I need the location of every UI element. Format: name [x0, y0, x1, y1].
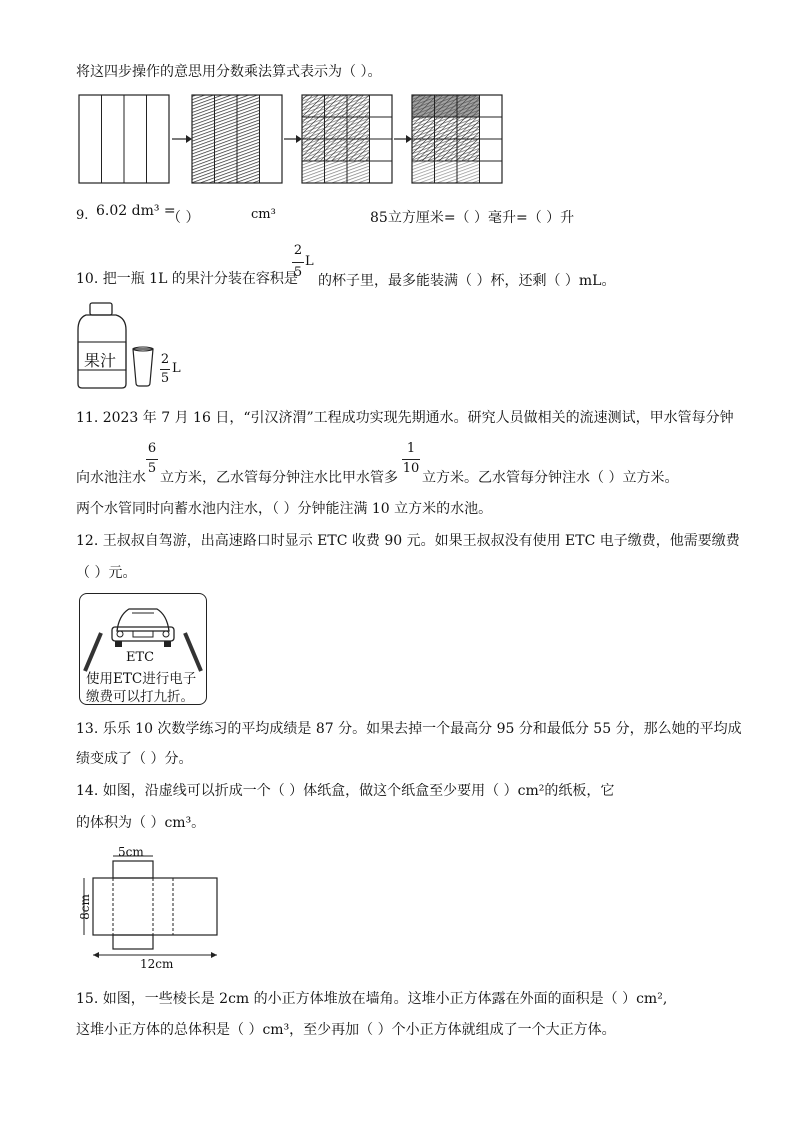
- step1-rectangle: [79, 95, 169, 183]
- arrow-1-icon: [172, 135, 192, 143]
- q14-line2: 的体积为（ ）cm³。: [76, 815, 206, 831]
- box-net-diagram: [76, 842, 236, 972]
- q9-number: 9.: [76, 208, 89, 223]
- cup-frac-num: 2: [160, 352, 170, 367]
- dim-5cm: 5cm: [118, 845, 144, 859]
- q10-frac-num: 2: [293, 243, 303, 258]
- q12-line2: （ ）元。: [76, 565, 137, 581]
- cup-frac-unit: L: [172, 361, 181, 376]
- q9-blank1: （ ）: [167, 210, 200, 226]
- arrow-3-icon: [394, 135, 412, 143]
- etc-line1: 使用ETC进行电子: [86, 671, 197, 687]
- q15-line1: 15. 如图，一些棱长是 2cm 的小正方体堆放在墙角。这堆小正方体露在外面的面积是（ ）cm²,: [76, 991, 668, 1007]
- q10-frac-unit: L: [305, 254, 314, 269]
- step2-rectangle: [192, 95, 282, 183]
- q9-unit1: cm³: [251, 207, 276, 222]
- q11-frac1-num: 6: [147, 441, 157, 456]
- fraction-steps-diagram: [0, 0, 794, 200]
- car-icon: [79, 593, 207, 653]
- q10-text-b: 的杯子里，最多能装满（ ）杯，还剩（ ）mL。: [318, 273, 616, 289]
- q13-line2: 绩变成了（ ）分。: [76, 751, 193, 767]
- q10-text-a: 10. 把一瓶 1L 的果汁分装在容积是: [76, 271, 298, 287]
- q11-line2-a: 向水池注水: [76, 470, 146, 486]
- dim-12cm: 12cm: [140, 957, 174, 971]
- q11-line1: 11. 2023 年 7 月 16 日，“引汉济渭”工程成功实现先期通水。研究人员做相关的流速测试，甲水管每分钟: [76, 410, 734, 426]
- q14-line1: 14. 如图，沿虚线可以折成一个（ ）体纸盒，做这个纸盒至少要用（ ）cm²的纸板，它: [76, 783, 615, 799]
- step3-rectangle: [302, 95, 392, 183]
- q9-expression: 6.02 dm³ =: [96, 203, 176, 219]
- instruction-text: 将这四步操作的意思用分数乘法算式表示为（ ）。: [76, 64, 382, 80]
- q11-frac2-num: 1: [406, 441, 416, 456]
- step4-rectangle: [412, 95, 502, 183]
- etc-sign: [79, 593, 207, 705]
- q11-line2-b: 立方米，乙水管每分钟注水比甲水管多: [160, 470, 398, 486]
- q11-line2-c: 立方米。乙水管每分钟注水（ ）立方米。: [422, 470, 679, 486]
- q10-frac-den: 5: [293, 265, 303, 280]
- q11-frac1-den: 5: [147, 461, 157, 476]
- bottle-label: 果汁: [84, 351, 117, 370]
- q9-part2: 85立方厘米=（ ）毫升=（ ）升: [370, 210, 575, 226]
- q11-frac2-den: 10: [402, 461, 420, 476]
- q15-line2: 这堆小正方体的总体积是（ ）cm³，至少再加（ ）个小正方体就组成了一个大正方体。: [76, 1022, 616, 1038]
- etc-line2: 缴费可以打九折。: [86, 689, 194, 705]
- arrow-2-icon: [284, 135, 302, 143]
- cup-frac-den: 5: [160, 371, 170, 386]
- dim-8cm: 8cm: [77, 894, 92, 920]
- q11-line3: 两个水管同时向蓄水池内注水，（ ）分钟能注满 10 立方米的水池。: [76, 501, 493, 517]
- q12-line1: 12. 王叔叔自驾游，出高速路口时显示 ETC 收费 90 元。如果王叔叔没有使用 ETC 电子缴费，他需要缴费: [76, 533, 740, 549]
- q13-line1: 13. 乐乐 10 次数学练习的平均成绩是 87 分。如果去掉一个最高分 95 分和最低分 55 分，那么她的平均成: [76, 721, 742, 737]
- etc-title: ETC: [126, 650, 155, 665]
